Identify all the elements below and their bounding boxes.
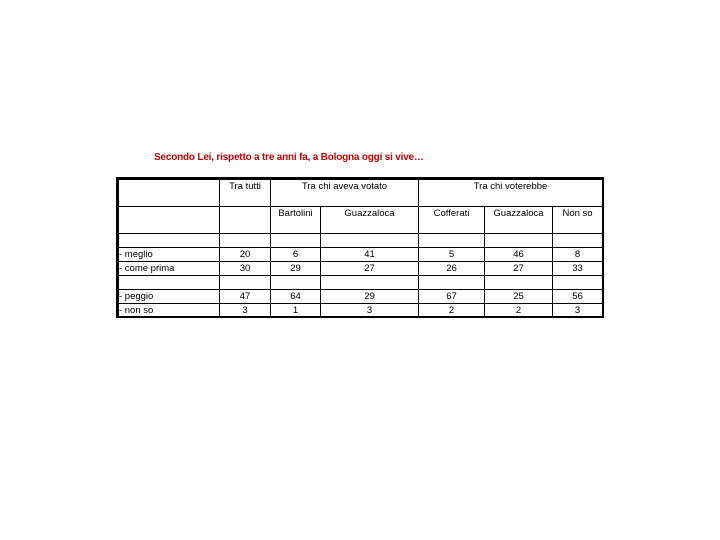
slide-title: Secondo Lei, rispetto a tre anni fa, a Bologna oggi si vive… xyxy=(154,152,424,163)
table-cell: 26 xyxy=(419,262,485,276)
header-guazzaloca-votato: Guazzaloca xyxy=(321,207,419,234)
table-cell: 67 xyxy=(419,290,485,304)
table-cell: 1 xyxy=(271,304,321,318)
row-label: - peggio xyxy=(119,290,220,304)
table-cell: 20 xyxy=(220,248,271,262)
header-bartolini: Bartolini xyxy=(271,207,321,234)
empty-label-cell xyxy=(119,207,220,234)
header-cofferati: Cofferati xyxy=(419,207,485,234)
header-tra-tutti: Tra tutti xyxy=(220,180,271,207)
corner-cell xyxy=(119,180,220,207)
table-cell: 3 xyxy=(321,304,419,318)
spacer-row xyxy=(119,276,603,290)
header-voterebbe: Tra chi voterebbe xyxy=(419,180,603,207)
header-aveva-votato: Tra chi aveva votato xyxy=(271,180,419,207)
table-row xyxy=(119,248,603,262)
table-cell: 8 xyxy=(553,248,603,262)
header-non-so: Non so xyxy=(553,207,603,234)
table-cell: 41 xyxy=(321,248,419,262)
table-cell: 56 xyxy=(553,290,603,304)
table-cell: 64 xyxy=(271,290,321,304)
row-label: - meglio xyxy=(119,248,220,262)
survey-table-frame xyxy=(116,177,604,318)
table-cell: 3 xyxy=(220,304,271,318)
table-row xyxy=(119,304,603,318)
table-row xyxy=(119,290,603,304)
table-cell: 30 xyxy=(220,262,271,276)
table-cell: 2 xyxy=(485,304,553,318)
table-cell: 29 xyxy=(271,262,321,276)
row-label: - come prima xyxy=(119,262,220,276)
header-row-groups xyxy=(119,180,603,207)
header-guazzaloca-voterebbe: Guazzaloca xyxy=(485,207,553,234)
survey-table xyxy=(118,179,603,318)
table-cell: 5 xyxy=(419,248,485,262)
table-cell: 25 xyxy=(485,290,553,304)
spacer-row xyxy=(119,234,603,248)
table-cell: 29 xyxy=(321,290,419,304)
empty-tra-tutti-cell xyxy=(220,207,271,234)
table-cell: 2 xyxy=(419,304,485,318)
table-cell: 6 xyxy=(271,248,321,262)
table-cell: 3 xyxy=(553,304,603,318)
header-row-candidates xyxy=(119,207,603,234)
table-cell: 46 xyxy=(485,248,553,262)
table-row xyxy=(119,262,603,276)
table-cell: 47 xyxy=(220,290,271,304)
table-cell: 27 xyxy=(321,262,419,276)
table-cell: 33 xyxy=(553,262,603,276)
row-label: - non so xyxy=(119,304,220,318)
table-cell: 27 xyxy=(485,262,553,276)
